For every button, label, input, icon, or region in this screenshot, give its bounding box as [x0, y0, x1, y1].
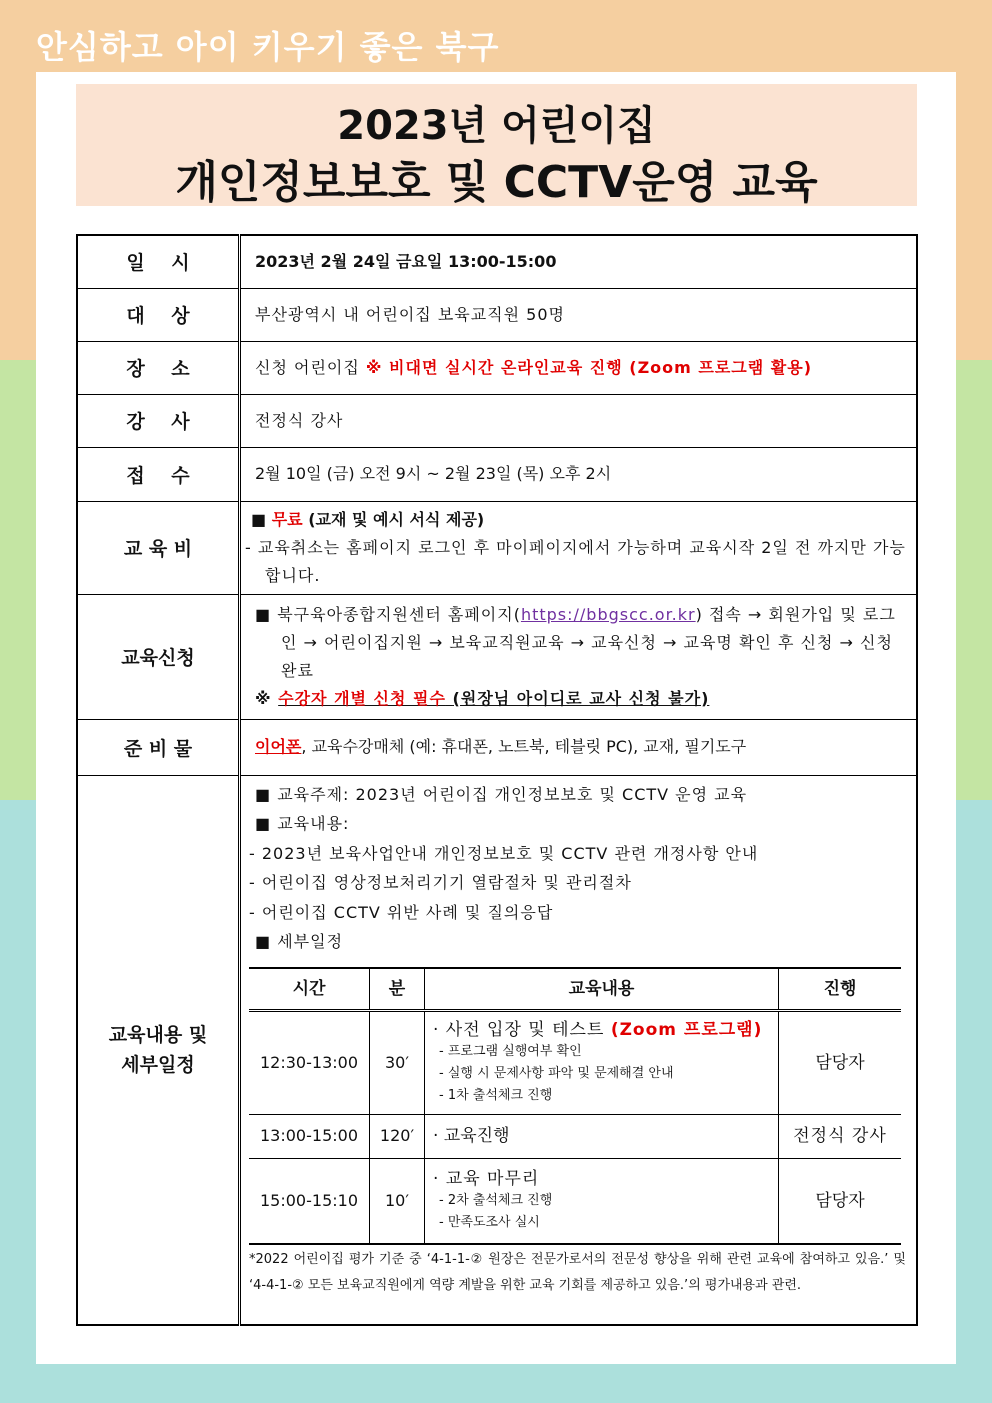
fee-free: 무료	[271, 509, 303, 529]
value-date: 2023년 2월 24일 금요일 13:00-15:00	[240, 235, 918, 288]
sched-main-red: (Zoom 프로그램)	[610, 1019, 763, 1040]
sched-desc	[425, 1010, 779, 1114]
label-reception: 접 수	[77, 447, 240, 501]
value-target: 부산광역시 내 어린이집 보육교직원 50명	[240, 288, 918, 341]
sched-header-content: 교육내용	[425, 968, 779, 1011]
schedule-head: ■ 세부일정	[255, 932, 344, 951]
label-target: 대 상	[77, 288, 240, 341]
sched-who: 담당자	[779, 1158, 902, 1244]
schedule-row-2	[249, 1114, 901, 1158]
row-target	[77, 288, 917, 341]
sched-min: 30′	[370, 1010, 425, 1114]
sched-time: 15:00-15:10	[249, 1158, 370, 1244]
sched-header-time: 시간	[249, 968, 370, 1011]
sched-time: 13:00-15:00	[249, 1114, 370, 1158]
footnote: *2022 어린이집 평가 기준 중 ‘4-1-1-② 원장은 전문가로서의 전문성 향상을 위해 관련 교육에 참여하고 있음.’ 및 ‘4-4-1-② 모든 보육교직원에게 역량 계발을 위한 교육 기회를 제공하고 있음.’의 평가내용과 관련.	[249, 1252, 906, 1293]
label-fee: 교 육 비	[77, 501, 240, 594]
sched-min: 120′	[370, 1114, 425, 1158]
value-apply	[240, 594, 918, 719]
prep-rest: , 교육수강매체 (예: 휴대폰, 노트북, 테블릿 PC), 교재, 필기도구	[301, 737, 747, 756]
label-content-1: 교육내용 및	[108, 1023, 208, 1046]
row-prep	[77, 719, 917, 775]
sched-who: 전정식 강사	[779, 1114, 902, 1158]
prep-earphone: 이어폰	[255, 737, 302, 756]
sched-sub: - 만족도조사 실시	[439, 1214, 540, 1230]
row-fee	[77, 501, 917, 594]
row-reception	[77, 447, 917, 501]
schedule-header-row	[249, 968, 901, 1011]
value-place	[240, 341, 918, 394]
schedule-table	[249, 967, 901, 1246]
label-content-2: 세부일정	[121, 1053, 195, 1076]
label-place: 장 소	[77, 341, 240, 394]
sched-min: 10′	[370, 1158, 425, 1244]
label-content	[77, 775, 240, 1325]
value-reception: 2월 10일 (금) 오전 9시 ~ 2월 23일 (목) 오후 2시	[240, 447, 918, 501]
schedule-row-1	[249, 1010, 901, 1114]
label-date: 일 시	[77, 235, 240, 288]
warn-red: 수강자 개별 신청 필수	[278, 688, 446, 708]
value-prep	[240, 719, 918, 775]
title-box	[76, 84, 917, 206]
fee-line	[251, 506, 906, 534]
sched-sub: - 프로그램 실행여부 확인	[439, 1043, 582, 1059]
row-content	[77, 775, 917, 1325]
content-topic: ■ 교육주제: 2023년 어린이집 개인정보보호 및 CCTV 운영 교육	[255, 784, 748, 804]
label-lecturer: 강 사	[77, 394, 240, 447]
title-line1: 2023년 어린이집	[337, 103, 656, 149]
info-table	[76, 234, 918, 1326]
sched-sub: - 실행 시 문제사항 파악 및 문제해결 안내	[439, 1065, 674, 1081]
sched-who: 담당자	[779, 1010, 902, 1114]
place-value: 신청 어린이집	[255, 357, 360, 377]
sched-main: · 사전 입장 및 테스트 (Zoom 프로그램)	[433, 1019, 763, 1040]
apply-text-before: 북구육아종합지원센터 홈페이지(	[277, 604, 521, 624]
sched-sub: - 1차 출석체크 진행	[439, 1087, 553, 1103]
content-item-3: - 어린이집 CCTV 위반 사례 및 질의응답	[249, 902, 554, 922]
schedule-row-3	[249, 1158, 901, 1244]
content-item-1: - 2023년 보육사업안내 개인정보보호 및 CCTV 관련 개정사항 안내	[249, 843, 759, 863]
fee-free-note: (교재 및 예시 서식 제공)	[308, 509, 485, 529]
fee-cancel: - 교육취소는 홈페이지 로그인 후 마이페이지에서 가능하며 교육시작 2일 전 까지만 가능합니다.	[245, 537, 906, 585]
fee-bullet: ■	[251, 509, 267, 529]
label-prep: 준 비 물	[77, 719, 240, 775]
value-content	[240, 775, 918, 1325]
warn-rest: (원장님 아이디로 교사 신청 불가)	[452, 688, 710, 708]
sched-desc	[425, 1114, 779, 1158]
value-lecturer: 전정식 강사	[240, 394, 918, 447]
apply-bullet: ■	[255, 604, 272, 624]
content-item-2: - 어린이집 영상정보처리기기 열람절차 및 관리절차	[249, 873, 632, 892]
label-apply: 교육신청	[77, 594, 240, 719]
sched-desc	[425, 1158, 779, 1244]
apply-warning	[255, 685, 906, 713]
row-date	[77, 235, 917, 288]
homepage-link[interactable]: https://bbgscc.or.kr	[520, 604, 696, 624]
row-place	[77, 341, 917, 394]
value-fee	[240, 501, 918, 594]
sched-main: · 교육 마무리	[433, 1168, 540, 1189]
sched-header-who: 진행	[779, 968, 902, 1011]
warn-mark: ※	[255, 688, 272, 708]
place-note: ※ 비대면 실시간 온라인교육 진행 (Zoom 프로그램 활용)	[365, 357, 813, 377]
row-apply	[77, 594, 917, 719]
content-head: ■ 교육내용:	[255, 814, 350, 833]
warn-text	[278, 689, 709, 708]
slogan: 안심하고 아이 키우기 좋은 북구	[36, 28, 500, 66]
sched-sub: - 2차 출석체크 진행	[439, 1192, 553, 1208]
sched-header-min: 분	[370, 968, 425, 1011]
apply-text-after: ) 접속 → 회원가입 및 로그인 → 어린이집지원 → 보육교직원교육 → 교육신청 → 교육명 확인 후 신청 → 신청완료	[281, 604, 896, 680]
sched-main: · 교육진행	[433, 1126, 510, 1146]
sched-time: 12:30-13:00	[249, 1010, 370, 1114]
row-lecturer	[77, 394, 917, 447]
apply-steps	[255, 601, 906, 685]
title-line2: 개인정보보호 및 CCTV운영 교육	[175, 157, 818, 208]
